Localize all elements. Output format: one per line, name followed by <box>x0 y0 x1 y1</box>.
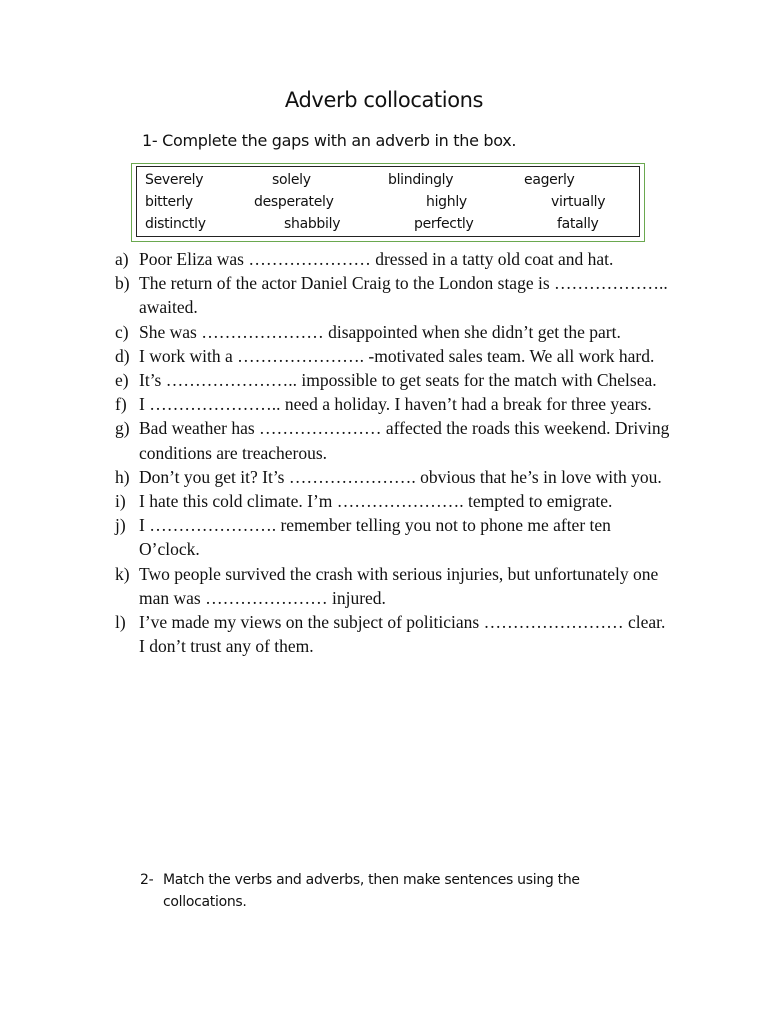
word-box-word: blindingly <box>388 172 454 188</box>
item-text: I’ve made my views on the subject of politicians …………………… clear. I don’t trust any of them. <box>139 612 666 657</box>
item-letter: i) <box>115 491 126 512</box>
section2-number: 2- <box>140 872 154 888</box>
word-box-word: Severely <box>145 172 204 188</box>
word-box-word: shabbily <box>284 216 341 232</box>
exercise-item <box>115 489 675 513</box>
exercise-item <box>115 344 675 368</box>
section1-number: 1- <box>142 131 158 150</box>
item-letter: e) <box>115 370 129 391</box>
word-box-word: perfectly <box>414 216 474 232</box>
word-box-word: desperately <box>254 194 334 210</box>
item-letter: g) <box>115 418 130 439</box>
item-text: I …………………. remember telling you not to phone me after ten O’clock. <box>139 515 611 560</box>
exercise-item <box>115 610 675 658</box>
word-box-word: virtually <box>551 194 606 210</box>
exercise-item <box>115 392 675 416</box>
word-box-word: bitterly <box>145 194 193 210</box>
item-letter: b) <box>115 273 130 294</box>
item-letter: j) <box>115 515 126 536</box>
item-text: I ………………….. need a holiday. I haven’t had a break for three years. <box>139 394 652 415</box>
exercise-item <box>115 368 675 392</box>
item-letter: d) <box>115 345 130 366</box>
section1-text: Complete the gaps with an adverb in the box. <box>162 131 517 150</box>
item-text: I work with a …………………. -motivated sales team. We all work hard. <box>139 345 655 366</box>
exercise-item <box>115 465 675 489</box>
exercise-item <box>115 271 675 319</box>
exercise-item <box>115 320 675 344</box>
word-box-word: eagerly <box>524 172 575 188</box>
item-text: Two people survived the crash with serious injuries, but unfortunately one man was ………………… injured. <box>139 563 659 608</box>
item-letter: f) <box>115 394 127 415</box>
item-letter: l) <box>115 612 126 633</box>
item-letter: c) <box>115 321 129 342</box>
item-letter: k) <box>115 563 130 584</box>
word-box-word: distinctly <box>145 216 206 232</box>
item-text: I hate this cold climate. I’m …………………. tempted to emigrate. <box>139 491 613 512</box>
section1-instruction <box>142 131 516 150</box>
exercise-item <box>115 416 675 464</box>
section2-instruction <box>140 869 640 913</box>
item-text: The return of the actor Daniel Craig to the London stage is ……………….. awaited. <box>139 273 668 318</box>
exercise-item <box>115 247 675 271</box>
item-letter: h) <box>115 466 130 487</box>
word-box-word: solely <box>272 172 311 188</box>
page-title: Adverb collocations <box>284 88 484 112</box>
word-box-word: fatally <box>557 216 599 232</box>
section2-text: Match the verbs and adverbs, then make sentences using the collocations. <box>163 872 580 910</box>
item-text: Don’t you get it? It’s …………………. obvious that he’s in love with you. <box>139 466 662 487</box>
word-box-word: highly <box>426 194 467 210</box>
exercise-list <box>115 247 675 658</box>
exercise-item <box>115 562 675 610</box>
item-text: Bad weather has ………………… affected the roads this weekend. Driving conditions are treacherous. <box>139 418 670 463</box>
item-text: She was ………………… disappointed when she didn’t get the part. <box>139 321 621 342</box>
exercise-item <box>115 513 675 561</box>
item-text: Poor Eliza was ………………… dressed in a tatty old coat and hat. <box>139 249 614 269</box>
item-text: It’s ………………….. impossible to get seats for the match with Chelsea. <box>139 370 657 391</box>
item-letter: a) <box>115 249 129 269</box>
